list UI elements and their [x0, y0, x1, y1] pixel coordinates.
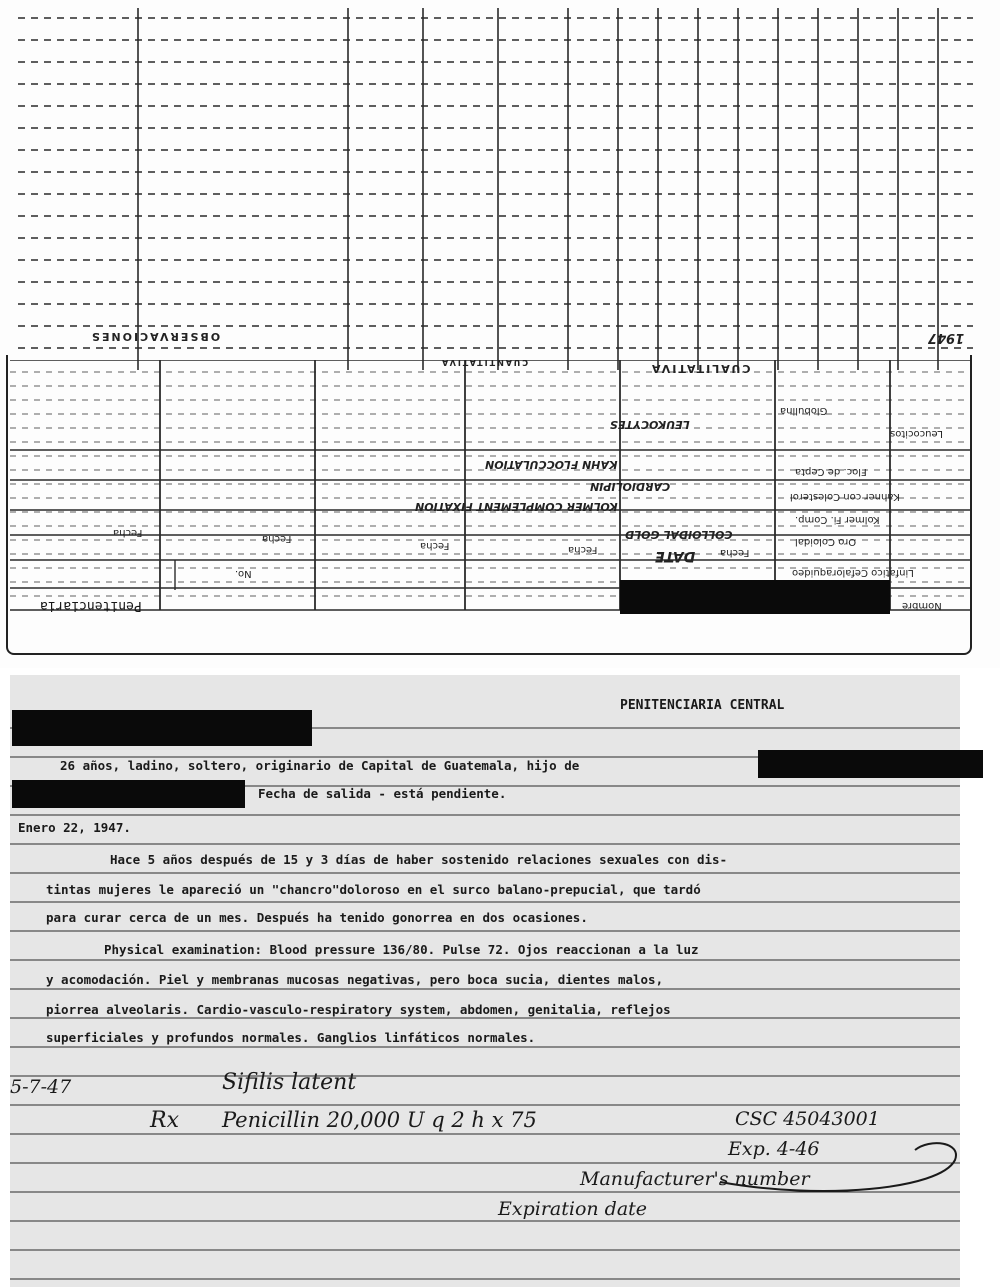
fecha-header-4: Fecha: [568, 544, 598, 555]
row-label-kolmer: Kolmer Fi. Comp.: [795, 514, 880, 525]
sheet-title: PENITENCIARIA CENTRAL: [620, 698, 785, 713]
dashed-grid: [18, 8, 973, 370]
row-label-linfatico: Linfatico Cefaloraquideo: [792, 567, 914, 578]
redaction-parent-name: [758, 750, 983, 778]
hand-lot-number: CSC 45043001: [735, 1108, 880, 1130]
hand-expiry: Exp. 4-46: [728, 1138, 820, 1160]
cualitativa-header: CUALITATIVA: [650, 362, 751, 375]
redaction-parent-name-2: [12, 780, 245, 808]
hand-manufacturer-note: Manufacturer's number: [580, 1168, 810, 1190]
no-label: No.: [235, 568, 252, 579]
row-label-kahner: Kahner con Colesterol: [790, 491, 900, 502]
row-label-oro: Oro Coloidal: [795, 536, 857, 547]
redaction-patient-name: [12, 710, 312, 746]
hand-colloidal-gold: COLLOIDAL GOLD: [625, 528, 733, 541]
hand-diagnosis: Sifilis latent: [222, 1070, 357, 1095]
note-line-5: para curar cerca de un mes. Después ha tenido gonorrea en dos ocasiones.: [46, 910, 588, 925]
hand-date: DATE: [655, 548, 696, 564]
note-line-3: Hace 5 años después de 15 y 3 días de haber sostenido relaciones sexuales con dis-: [110, 852, 728, 867]
hand-bracket: [700, 1120, 970, 1230]
fecha-header-3: Fecha: [420, 540, 450, 551]
note-line-4: tintas mujeres le apareció un "chancro"doloroso en el surco balano-prepucial, que tardó: [46, 882, 701, 897]
fecha-header-5: Fecha: [720, 547, 750, 558]
institution-label: Penitenciaria: [40, 598, 142, 613]
note-line-2: Fecha de salida - está pendiente.: [258, 786, 507, 801]
note-line-7: y acomodación. Piel y membranas mucosas negativas, pero boca sucia, dientes malos,: [46, 972, 664, 987]
cuantitativa-header: CUANTITATIVA: [440, 358, 529, 367]
note-line-6: Physical examination: Blood pressure 136/80. Pulse 72. Ojos reaccionan a la luz: [104, 942, 699, 957]
note-line-8: piorrea alveolaris. Cardio-vasculo-respiratory system, abdomen, genitalia, reflejos: [46, 1002, 671, 1017]
hand-cardiolipin: CARDIOLIPIN: [590, 480, 671, 493]
row-label-globulina: Globulina: [780, 405, 828, 416]
hand-expiration-note: Expiration date: [498, 1198, 648, 1220]
hand-date-note: 5-7-47: [10, 1076, 72, 1098]
redaction-name: [620, 580, 890, 614]
observaciones-header: OBSERVACIONES: [90, 330, 221, 343]
fecha-header-2: Fecha: [262, 533, 292, 544]
hand-treatment: Penicillin 20,000 U q 2 h x 75: [222, 1108, 537, 1132]
row-label-leucocitos: Leucocitos: [890, 428, 944, 439]
hand-rx: Rx: [150, 1108, 179, 1133]
note-line-9: superficiales y profundos normales. Ganglios linfáticos normales.: [46, 1030, 536, 1045]
note-date: Enero 22, 1947.: [18, 820, 131, 835]
hand-kahn: KAHN FLOCCULATION: [485, 458, 618, 471]
note-line-1: 26 años, ladino, soltero, originario de Capital de Guatemala, hijo de: [60, 758, 580, 773]
row-label-nombre: Nombre: [902, 600, 942, 611]
hand-kolmer: KOLMER COMPLEMENT FIXATION: [415, 500, 618, 513]
year-label: 1947: [928, 330, 965, 345]
fecha-header-1: Fecha: [113, 527, 143, 538]
row-label-floc: Floc. de Cepta: [795, 466, 867, 477]
hand-leukocytes: LEUKOCYTES: [610, 418, 690, 431]
